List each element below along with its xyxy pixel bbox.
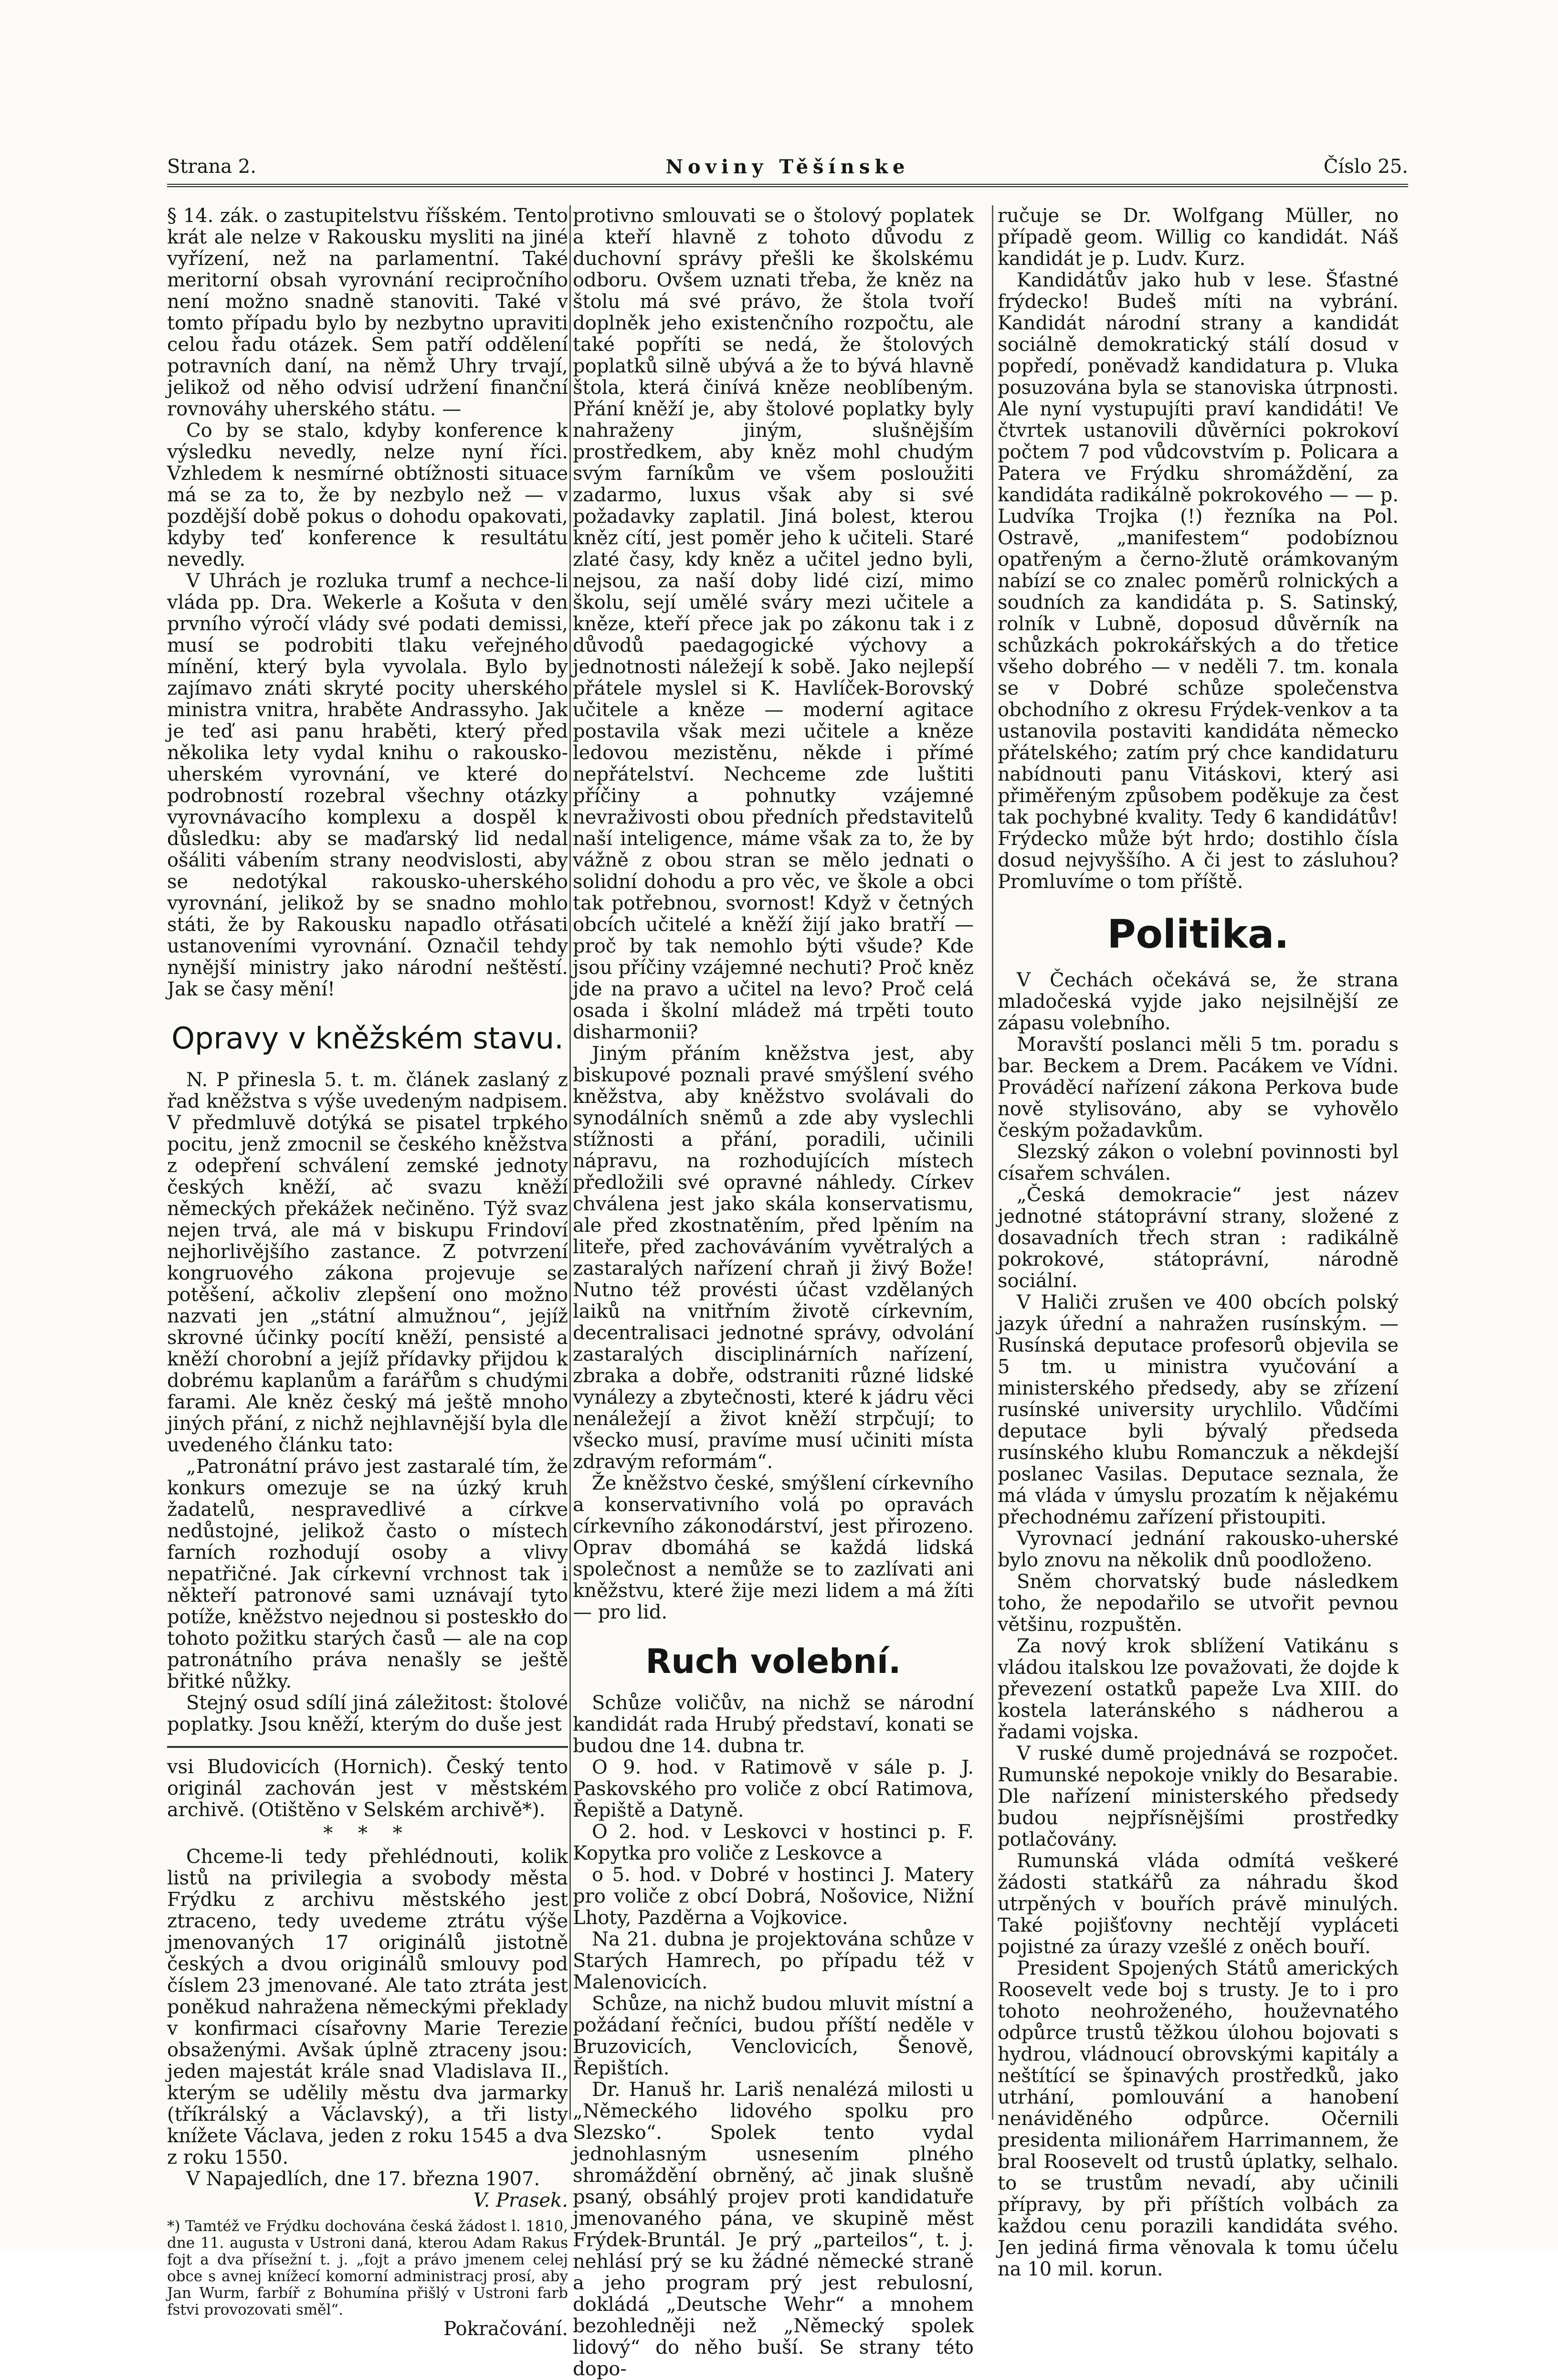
section-heading-ruch-volebni: Ruch volební. xyxy=(645,1642,901,1681)
page-header xyxy=(167,153,1408,181)
paragraph: Rumunská vláda odmítá veškeré žádosti statkářů za náhradu škod utrpěných v bouřích právě minulých. Také pojišťovny nechtějí vypláceti pojistné za úrazy vzešlé z oněch bouří. xyxy=(998,1850,1399,1958)
section-heading-politika: Politika. xyxy=(1107,912,1289,957)
paragraph: Moravští poslanci měli 5 tm. poradu s bar. Beckem a Drem. Pacákem ve Vídni. Prováděcí nařízení zákona Perkova bude nově stylisováno, aby se vyhovělo českým požadavkům. xyxy=(998,1034,1399,1142)
paragraph: § 14. zák. o zastupitelstvu říšském. Tento krát ale nelze v Rakousku mysliti na jiné vyřízení, než na parlamentní. Také meritorní obsah vyrovnání recipročního není možno snadně stanoviti. Také v tomto případu bylo by nezbytno upraviti celou řadu otázek. Sem patří oddělení potravních daní, na němž Uhry trvají, jelikož od něho odvisí udržení finanční rovnováhy uherského státu. — xyxy=(167,205,568,420)
paragraph: President Spojených Států amerických Roosevelt vede boj s trusty. Je to i pro tohoto neohroženého, houževnatého odpůrce trustů těžkou úlohou bojovati s hydrou, vládnoucí obrovskými kapitály a neštítící se špinavých prostředků, jako utrhání, pomlouvání a hanobení nenáviděného odpůrce. Očernili presidenta milionářem Harrimannem, že bral Roosevelt od trustů úplatky, selhalo. to se trustům nevadí, aby učinili přípravy, by při příštích volbách za každou cenu porazili kandidáta svého. Jen jediná firma věnovala k tomu účelu na 10 mil. korun. xyxy=(998,1957,1399,2280)
column-divider xyxy=(992,205,993,2120)
paragraph: O 2. hod. v Leskovci v hostinci p. F. Kopytka pro voliče z Leskovce a xyxy=(573,1821,974,1864)
paragraph: vsi Bludovicích (Hornich). Český tento originál zachován jest v městském archivě. (Otištěno v Selském archivě*). xyxy=(167,1756,568,1821)
paragraph: Za nový krok sblížení Vatikánu s vládou italskou lze považovati, že dojde k převezení ostatků papeže Lva XIII. do kostela lateránského s nádherou a řadami vojska. xyxy=(998,1635,1399,1743)
column-right xyxy=(998,205,1399,2280)
paragraph: protivno smlouvati se o štolový poplatek a kteří hlavně z tohoto důvodu z duchovní správy přešli ke školskému odboru. Ovšem uznati třeba, že kněz na štolu má své právo, že štola tvoří doplněk jeho existenčního rozpočtu, ale také popříti se nedá, že štolových poplatků silně ubývá a že to bývá hlavně štola, která činívá kněze neoblíbeným. Přání kněží je, aby štolové poplatky byly nahraženy jiným, slušnějším prostředkem, aby kněz mohl chudým svým farníkům ve všem posloužiti zadarmo, luxus však aby si své požadavky zaplatil. Jiná bolest, kterou kněz cítí, jest poměr jeho k učiteli. Staré zlaté časy, kdy kněz a učitel jedno byli, nejsou, za naší doby lidé cizí, mimo školu, sejí umělé sváry mezi učitele a kněze, kteří přece jak po zákonu tak i z důvodů paedagogické výchovy a jednotnosti náležejí k sobě. Jako nejlepší přátele myslel si K. Havlíček-Borovský učitele a kněze — moderní agitace postavila však mezi učitele a kněze ledovou mezistěnu, někde i přímé nepřátelství. Nechceme zde luštiti příčiny a pohnutky vzájemné nevraživosti obou předních představitelů naší inteligence, máme však za to, že by vážně z obou stran se mělo jednati o solidní dohodu a pro věc, ve škole a obci tak potřebnou, svornost! Když v četných obcích učitelé a kněží žijí jako bratří — proč by tak nemohlo býti všude? Kde jsou příčiny vzájemné nechuti? Proč kněz jde na pravo a učitel na levo? Proč celá osada i školní mládež má trpěti touto disharmonii? xyxy=(573,205,974,1043)
paragraph: Dr. Hanuš hr. Lariš nenalézá milosti u „Německého lidového spolku pro Slezsko“. Spolek tento vydal jednohlasným usnesením plného shromáždění obrněný, ač jinak slušně psaný, obsáhlý projev proti kandidatuře jmenovaného pána, ve skupině měst Frýdek-Bruntál. Je prý „parteilos“, t. j. nehlásí prý se ku žádné německé straně a jeho program prý jest rebulosní, dokládá „Deutsche Wehr“ a mnohem bezohledněji než „Německý spolek lidový“ do něho buší. Se strany této dopo- xyxy=(573,2079,974,2380)
paragraph: Stejný osud sdílí jiná záležitost: štolové poplatky. Jsou kněží, kterým do duše jest xyxy=(167,1692,568,1735)
paragraph: ručuje se Dr. Wolfgang Müller, no případě geom. Willig co kandidát. Náš kandidát je p. Ludv. Kurz. xyxy=(998,205,1399,270)
paragraph: Vyrovnací jednání rakousko-uherské bylo znovu na několik dnů poodloženo. xyxy=(998,1528,1399,1571)
paragraph: O 9. hod. v Ratimově v sále p. J. Paskovského pro voliče z obcí Ratimova, Řepiště a Datyně. xyxy=(573,1756,974,1821)
paragraph: Schůze voličův, na nichž se národní kandidát rada Hrubý představí, konati se budou dne 14. dubna tr. xyxy=(573,1692,974,1757)
paragraph: V ruské dumě projednává se rozpočet. Rumunské nepokoje vnikly do Besarabie. Dle nařízení ministerského předsedy budou nejpřísnějšími prostředky potlačovány. xyxy=(998,1743,1399,1851)
paragraph: V Uhrách je rozluka trumf a nechce-li vláda pp. Dra. Wekerle a Košuta v den prvního výročí vlády své podati demissi, musí se podrobiti tlaku veřejného mínění, který byla vyvolala. Bylo by zajímavo znáti skryté pocity uherského ministra vnitra, hraběte Andrassyho. Jak je teď asi panu hraběti, který před několika lety vydal knihu o rakousko-uherském vyrovnání, ve které do podrobností rozebral všechny otázky vyrovnávacího komplexu a dospěl k důsledku: aby se maďarský lid nedal ošáliti vábením strany neodvislosti, aby se nedotýkal rakousko-uherského vyrovnání, jelikož by se snadno mohlo státi, že by Rakousku napadlo otřásati ustanoveními vyrovnání. Označil tehdy nynější ministry jako národní neštěstí. Jak se časy mění! xyxy=(167,570,568,1000)
column-middle xyxy=(573,205,974,2380)
paragraph: Co by se stalo, kdyby konference k výsledku nevedly, nelze nyní říci. Vzhledem k nesmírné obtížnosti situace má se za to, že by nezbylo než — v pozdější době pokus o dohodu opakovati, kdyby teď konference k resultátu nevedly. xyxy=(167,420,568,571)
dateline: V Napajedlích, dne 17. března 1907. xyxy=(186,2168,540,2190)
section-heading-opravy: Opravy v kněžském stavu. xyxy=(171,1021,564,1056)
author-signature: V. Prasek. xyxy=(473,2190,568,2211)
paragraph: „Patronátní právo jest zastaralé tím, že konkurs omezuje se na úzký kruh žadatelů, nespravedlivé a církve nedůstojné, jelikož často o místech farních rozhodují osoby a vlivy nepatřičné. Jak církevní vrchnost tak i někteří patronové sami uznávají tyto potíže, kněžstvo nejednou si posteskło do tohoto požitku starých časů — ale na cop patronátního práva nenašly se ještě břitké nůžky. xyxy=(167,1456,568,1692)
paragraph: Že kněžstvo české, smýšlení církevního a konservativního volá po opravách církevního zákonodárství, jest přirozeno. Oprav dbomáhá se každá lidská společnost a nemůže se to zazlívati ani kněžstvu, které žije mezi lidem a má žíti — pro lid. xyxy=(573,1472,974,1623)
paragraph: Na 21. dubna je projektována schůze v Starých Hamrech, po případu též v Malenovicích. xyxy=(573,1928,974,1993)
page-number: Strana 2. xyxy=(167,156,256,178)
paragraph: „Česká demokracie“ jest název jednotné státoprávní strany, složené z dosavadních třech stran : radikálně pokrokové, státoprávní, národně sociální. xyxy=(998,1184,1399,1292)
paragraph: Kandidátův jako hub v lese. Šťastné frýdecko! Budeš míti na vybrání. Kandidát národní strany a kandidát sociálně demokratický stálí dosud v popředí, poněvadž kandidatura p. Vluka posuzována byla se stanoviska útrpnosti. Ale nyní vystupujíti praví kandidáti! Ve čtvrtek ustanovili důvěrníci pokrokoví počtem 7 pod vůdcovstvím p. Policara a Patera ve Frýdku shromáždění, za kandidáta radikálně pokrokového — — p. Ludvíka Trojka (!) řezníka na Pol. Ostravě, „manifestem“ podobíznou opatřeným a černo-žlutě orámkovaným nabízí se co znalec poměrů rolnických a soudních za kandidáta p. S. Satinský, rolník v Lubně, doposud důvěrník na schůzkách pokrokářských a do třetice všeho dobrého — v neděli 7. tm. konala se v Dobré schůze společenstva obchodního z okresu Frýdek-venkov a ta ustanovila postaviti kandidáta německo přátelského; zatím prý chce kandidaturu nabídnouti panu Vitáskovi, který asi přiměřeným způsobem poděkuje za čest tak pochybné kvality. Tedy 6 kandidátův! Frýdecko může být hrdo; dostihlo čísla dosud nejvyššího. A či jest to zásluhou? Promluvíme o tom příště. xyxy=(998,269,1399,893)
paragraph: Chceme-li tedy přehlédnouti, kolik listů na privilegia a svobody města Frýdku z archivu městského jest ztraceno, tedy uvedeme ztrátu výše jmenovaných 17 originálů jistotně českých a dvou originálů smlouvy pod číslem 23 jmenované. Ale tato ztráta jest poněkud nahražena německými překlady v konfirmaci císařovny Marie Terezie obsaženými. Avšak úplně ztraceny jsou: jeden majestát krále snad Vladislava II., kterým se udělily městu dva jarmarky (tříkrálský a Václavský), a tři listy knížete Václava, jeden z roku 1545 a dva z roku 1550. xyxy=(167,1846,568,2168)
newspaper-title: Noviny Těšínske xyxy=(665,156,910,178)
continued-note: Pokračování. xyxy=(443,2318,568,2340)
section-rule xyxy=(167,1746,568,1748)
paragraph: N. P přinesla 5. t. m. článek zaslaný z řad kněžstva s výše uvedeným nadpisem. V předmluvě dotýká se pisatel trpkého pocitu, jenž zmocnil se českého kněžstva z odepření schválení zemské jednoty českých kněží, ač svazu kněží německých překážek nečiněno. Týž svaz nejen trvá, ale má v biskupu Frindoví nejhorlivějšího zastance. Z potvrzení kongruového zákona projevuje se potěšení, ačkoliv zlepšení ono možno nazvati jen „státní almužnou“, jejíž skrovné účinky pocítí kněží, pensisté a kněží chorobní a jejíž přídavky přijdou k dobrému kaplanům a farářům s chudými farami. Ale kněz český má ještě mnoho jiných přání, z nichž nejhlavnější byla dle uvedeného článku tato: xyxy=(167,1069,568,1456)
column-divider xyxy=(569,205,571,2120)
paragraph: V Haliči zrušen ve 400 obcích polský jazyk úřední a nahražen rusínským. — Rusínská deputace profesorů objevila se 5 tm. u ministra vyučování a ministerského předsedy, aby se zřízení rusínské university urychlilo. Vůdčími deputace byli bývalý předseda rusínského klubu Romanczuk a někdejší poslanec Vasilas. Deputace seznala, že má vláda v úmyslu prozatím k nějakému přechodnému zařízení přistoupiti. xyxy=(998,1291,1399,1528)
paragraph: Schůze, na nichž budou mluvit místní a požádaní řečníci, budou příští neděle v Bruzovicích, Venclovicích, Šenově, Řepištích. xyxy=(573,1993,974,2079)
paragraph: Jiným přáním kněžstva jest, aby biskupové poznali pravé smýšlení svého kněžstva, aby kněžstvo svolávali do synodálních sněmů a zde aby vyslechli stížnosti a přání, poradili, učinili nápravu, na rozhodujících místech předložili své opravné náhledy. Církev chválena jest jako skála konservatismu, ale před zkostnatěním, před lpěním na liteře, před zachováváním vyvětralých a zastaralých nařízení chraň ji živý Bože! Nutno též provésti účast vzdělaných laiků na vnitřním životě církevním, decentralisaci jednotné správy, odvolání zastaralých disciplinárních nařízení, zbraka a dobře, odstraniti různé lidské vynálezy a zbytečnosti, které k jádru věci nenáležejí a život kněží strpčují; to všecko musí, pravíme musí učiniti místa zdravým reformám“. xyxy=(573,1043,974,1473)
paragraph: o 5. hod. v Dobré v hostinci J. Matery pro voliče z obcí Dobrá, Nošovice, Nižní Lhoty, Pazděrna a Vojkovice. xyxy=(573,1864,974,1929)
paragraph: V Čechách očekává se, že strana mladočeská vyjde jako nejsilnější ze zápasu volebního. xyxy=(998,969,1399,1034)
paragraph: Sněm chorvatský bude následkem toho, že nepodařilo se utvořit pevnou většinu, rozpuštěn. xyxy=(998,1571,1399,1636)
issue-number: Číslo 25. xyxy=(1323,156,1408,178)
column-left xyxy=(167,205,568,2340)
footnote: *) Tamtéž ve Frýdku dochována česká žádost l. 1810, dne 11. augusta v Ustroni daná, kterou Adam Rakus fojt a dva přísežní t. j. „fojt a právo jmenem celej obce s avnej knížecí komorní administracj prosí, aby Jan Wurm, farbíř z Bohumína přišlý v Ustroni farb fstvi provozovati směl“. xyxy=(167,2218,568,2318)
header-rule xyxy=(167,184,1408,187)
section-stars: * * * xyxy=(323,1822,412,1844)
paragraph: Slezský zákon o volební povinnosti byl císařem schválen. xyxy=(998,1141,1399,1185)
